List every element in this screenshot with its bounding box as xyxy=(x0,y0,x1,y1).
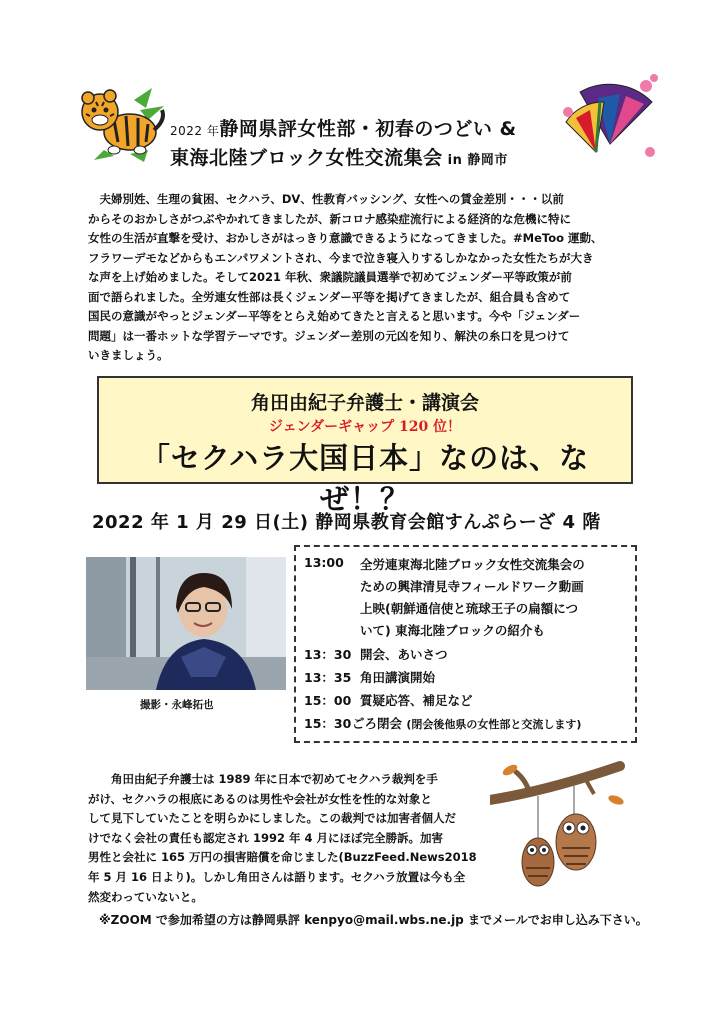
bio-line: 年 5 月 16 日より)。しかし角田さんは語ります。セクハラ放置は今も全 xyxy=(88,869,466,884)
tiger-illustration xyxy=(74,80,168,162)
schedule-close-note: (閉会後他県の女性部と交流します) xyxy=(406,718,582,731)
schedule-time: 13：30 xyxy=(304,647,352,662)
speaker-photo xyxy=(86,557,286,690)
schedule-time: 13:00 xyxy=(304,555,344,570)
schedule-desc: 角田講演開始 xyxy=(360,670,436,685)
intro-line: な声を上げ始めました。そして2021 年秋、衆議院議員選挙で初めてジェンダー平等政策が前 xyxy=(88,270,572,284)
event-title-line2 xyxy=(170,143,508,170)
schedule-desc: 質疑応答、補足など xyxy=(360,693,473,708)
title-line1-text: 静岡県評女性部・初春のつどい & xyxy=(219,118,517,140)
schedule-desc: ための興津清見寺フィールドワーク動画 xyxy=(360,579,584,594)
schedule-box xyxy=(294,545,637,743)
intro-line: 夫婦別姓、生理の貧困、セクハラ、DV、性教育バッシング、女性への賃金差別・・・以前 xyxy=(99,192,564,206)
intro-line: 国民の意識がやっとジェンダー平等をとらえ始めてきたと言えると思います。今や「ジェンダー xyxy=(88,309,581,323)
schedule-time: 15：00 xyxy=(304,693,352,708)
folding-fans-illustration xyxy=(560,72,660,164)
event-date-venue: 2022 年 1 月 29 日(土) 静岡県教育会館すんぷらーざ 4 階 xyxy=(92,512,601,533)
lecture-main-heading: 「セクハラ大国日本」なのは、なぜ！？ xyxy=(140,441,590,516)
event-title-line1 xyxy=(170,114,517,141)
intro-line: 問題」は一番ホットな学習テーマです。ジェンダー差別の元凶を知り、解決の糸口を見つけて xyxy=(88,328,570,343)
lecture-title: 角田由紀子弁護士・講演会 xyxy=(250,392,479,414)
bio-line: 男性と会社に 165 万円の損害賠償を命じました(BuzzFeed.News2018 xyxy=(88,850,477,865)
bio-line: がけ、セクハラの根底にあるのは男性や会社が女性を性的な対象と xyxy=(88,791,432,806)
schedule-desc: いて) 東海北陸ブロックの紹介も xyxy=(360,623,545,638)
lecture-subtitle: ジェンダーギャップ 120 位！ xyxy=(268,419,462,435)
intro-line: からそのおかしさがつぶやかれてきましたが、新コロナ感染症流行による経済的な危機に特に xyxy=(88,211,571,226)
bio-line: 然変わっていないと。 xyxy=(88,889,203,904)
bio-line: して見下していたことを明らかにしました。この裁判では加害者個人だ xyxy=(88,811,456,826)
intro-line: いきましょう。 xyxy=(88,348,169,362)
intro-line: フラワーデモなどからもエンパワメントされ、今まで泣き寝入りするしかなかった女性たちが大き xyxy=(88,250,594,265)
schedule-desc xyxy=(352,714,581,732)
title-location: in 静岡市 xyxy=(442,153,508,168)
speaker-bio-paragraph xyxy=(88,770,498,907)
intro-line: 面で語られました。全労連女性部は長くジェンダー平等を掲げてきましたが、組合員も含めて xyxy=(88,289,571,304)
title-year: 2022 年 xyxy=(170,124,220,138)
schedule-time: 13：35 xyxy=(304,670,352,685)
schedule-desc: 上映(朝鮮通信使と琉球王子の扁額につ xyxy=(360,601,578,616)
photo-caption: 撮影・永峰拓也 xyxy=(140,699,214,711)
lecture-box xyxy=(97,376,633,516)
schedule-close: ごろ閉会 xyxy=(352,716,403,731)
owls-on-branch-illustration xyxy=(490,760,630,890)
bio-line: けでなく会社の責任も認定され 1992 年 4 月にほぼ完全勝訴。加害 xyxy=(88,830,444,845)
zoom-registration-note: ※ZOOM で参加希望の方は静岡県評 kenpyo@mail.wbs.ne.jp までメールでお申し込み下さい。 xyxy=(99,913,648,927)
intro-line: 女性の生活が直撃を受け、おかしさがはっきり意識できるようになってきました。#MeToo 運動、 xyxy=(88,231,603,245)
title-line2-text: 東海北陸ブロック女性交流集会 xyxy=(170,147,443,169)
schedule-time: 15：30 xyxy=(304,716,352,731)
schedule-desc: 開会、あいさつ xyxy=(360,647,448,662)
schedule-desc: 全労連東海北陸ブロック女性交流集会の xyxy=(360,557,585,572)
bio-line: 角田由紀子弁護士は 1989 年に日本で初めてセクハラ裁判を手 xyxy=(111,772,438,786)
intro-paragraph xyxy=(88,190,638,366)
